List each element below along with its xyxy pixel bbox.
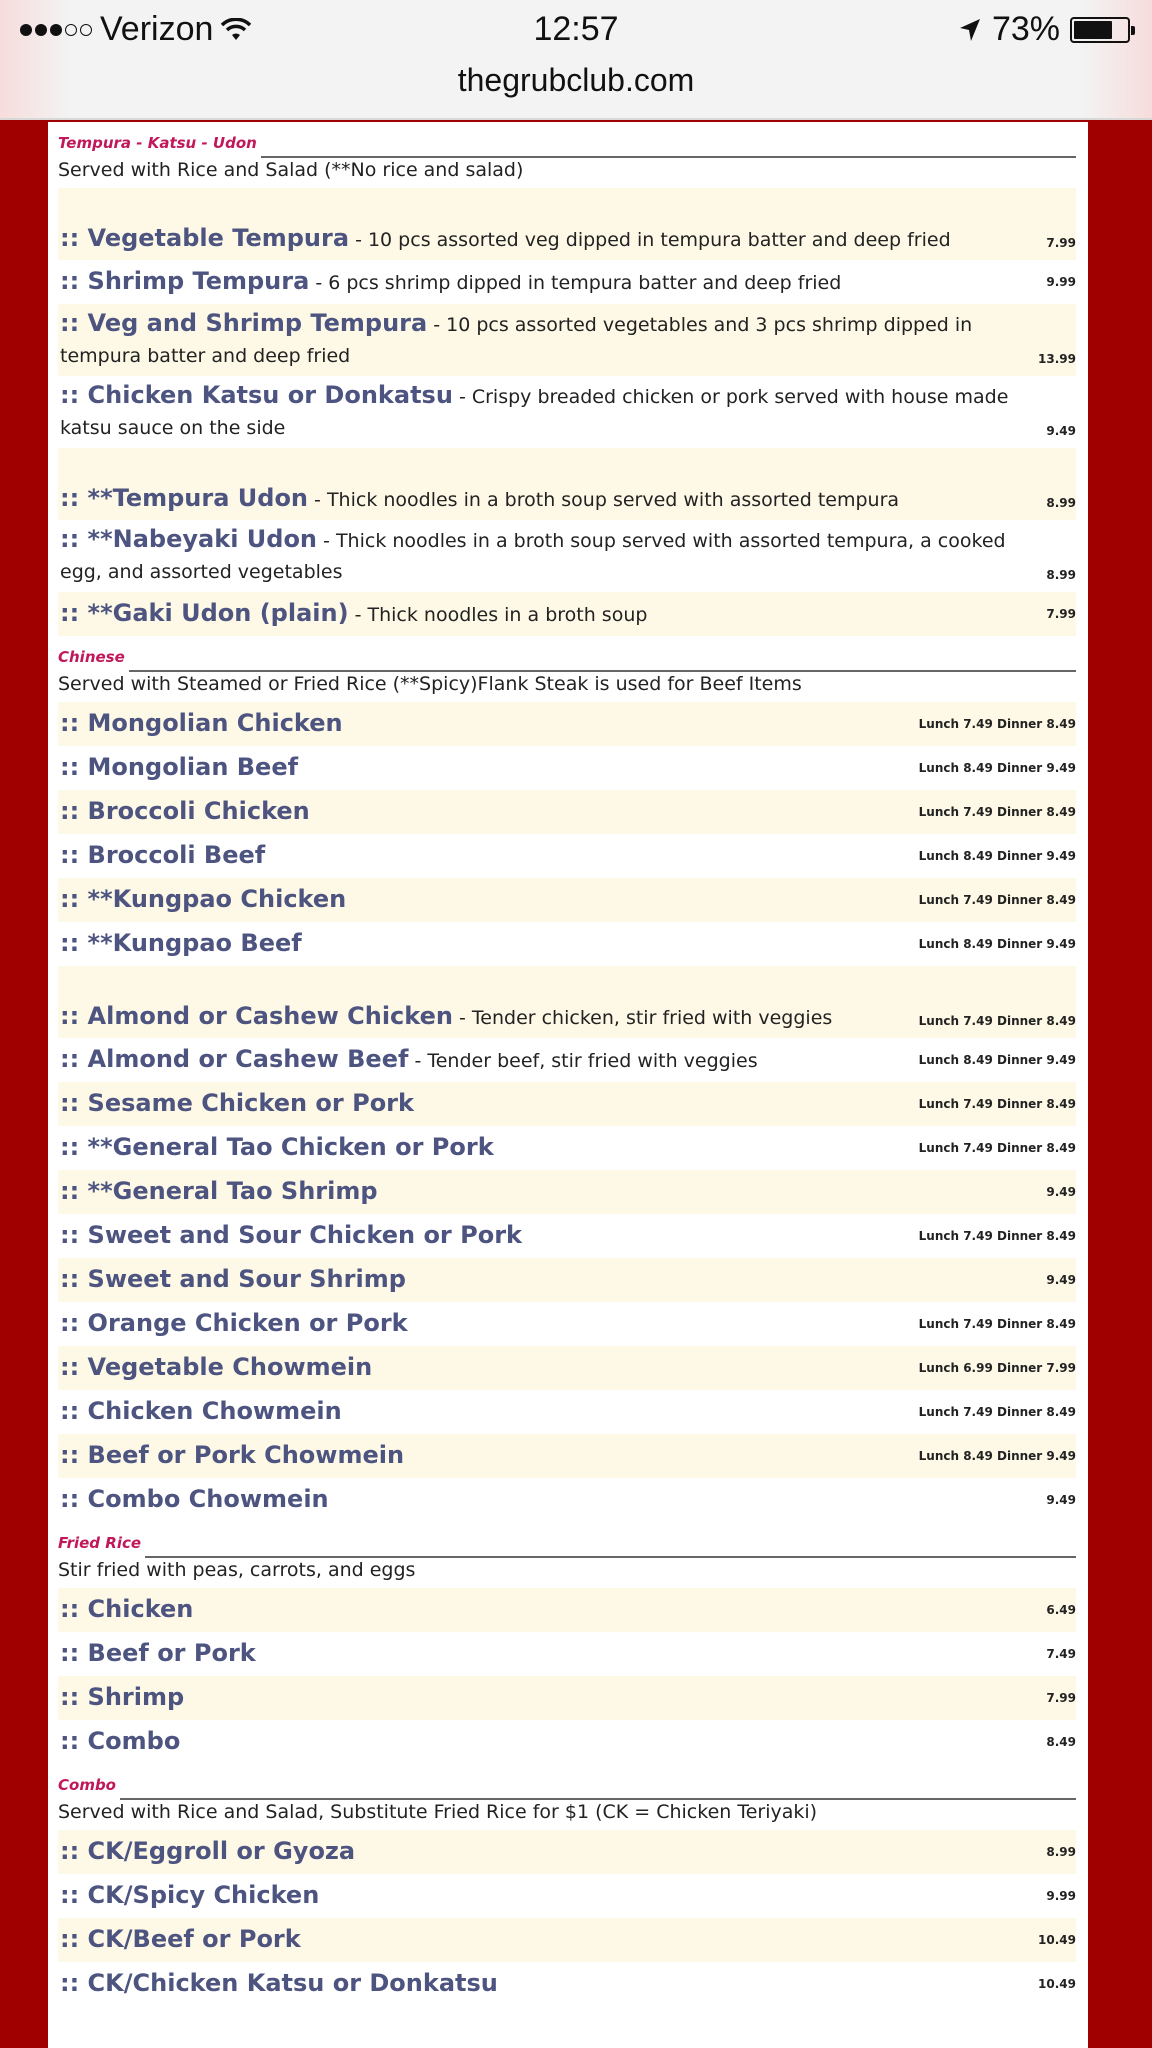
menu-item-list bbox=[58, 188, 1076, 636]
menu-item-list bbox=[58, 1588, 1076, 1764]
menu-item-text bbox=[60, 598, 1038, 631]
section-subtitle: Served with Rice and Salad, Substitute Fried Rice for $1 (CK = Chicken Teriyaki) bbox=[58, 1801, 818, 1823]
menu-item[interactable] bbox=[58, 1830, 1076, 1874]
menu-item[interactable] bbox=[58, 966, 1076, 1038]
menu-item-text bbox=[60, 708, 911, 741]
menu-item-text bbox=[60, 1308, 911, 1341]
menu-item-text bbox=[60, 1594, 1038, 1627]
menu-item-name[interactable]: :: **Tempura Udon bbox=[60, 484, 309, 512]
section-title: Fried Rice bbox=[58, 1534, 142, 1552]
menu-item-price: Lunch 7.49 Dinner 8.49 bbox=[918, 1141, 1076, 1155]
menu-item-name[interactable]: :: **Kungpao Beef bbox=[60, 928, 302, 957]
menu-item[interactable] bbox=[58, 1632, 1076, 1676]
menu-item-name[interactable]: :: Shrimp Tempura bbox=[60, 266, 310, 295]
menu-item-text bbox=[60, 1132, 911, 1165]
menu-item-text bbox=[60, 223, 1038, 256]
menu-item-price: 7.49 bbox=[1046, 1647, 1076, 1661]
menu-item-text bbox=[60, 1880, 1038, 1913]
menu-item[interactable] bbox=[58, 1126, 1076, 1170]
menu-item-text bbox=[60, 1176, 1038, 1209]
menu-section bbox=[58, 122, 1076, 636]
menu-item[interactable] bbox=[58, 834, 1076, 878]
menu-item-description: - Crispy breaded chicken or pork served with house made katsu sauce on the side bbox=[60, 386, 1009, 439]
menu-item-price: 10.49 bbox=[1038, 1933, 1076, 1947]
menu-item-name[interactable]: :: Mongolian Beef bbox=[60, 752, 299, 781]
menu-item-description: - Thick noodles in a broth soup served with assorted tempura, a cooked egg, and assorted vegetables bbox=[60, 530, 1006, 583]
menu-item-name[interactable]: :: **Nabeyaki Udon bbox=[60, 525, 318, 553]
menu-item-description: - Thick noodles in a broth soup served with assorted tempura bbox=[308, 489, 900, 511]
menu-item-name[interactable]: :: Shrimp bbox=[60, 1682, 185, 1711]
menu-item-name[interactable]: :: **General Tao Chicken or Pork bbox=[60, 1132, 494, 1161]
menu-item[interactable] bbox=[58, 746, 1076, 790]
menu-item-description: - Tender chicken, stir fried with veggies bbox=[452, 1007, 833, 1029]
menu-item-name[interactable]: :: CK/Spicy Chicken bbox=[60, 1880, 320, 1909]
menu-item-price: Lunch 8.49 Dinner 9.49 bbox=[918, 761, 1076, 775]
menu-item-price: 7.99 bbox=[1046, 236, 1076, 250]
ios-status-bar bbox=[0, 0, 1152, 120]
menu-item-name[interactable]: :: Combo Chowmein bbox=[60, 1484, 329, 1513]
menu-item-price: Lunch 7.49 Dinner 8.49 bbox=[918, 893, 1076, 907]
menu-item[interactable] bbox=[58, 260, 1076, 304]
menu-item[interactable] bbox=[58, 878, 1076, 922]
menu-item[interactable] bbox=[58, 1390, 1076, 1434]
menu-item-text bbox=[60, 524, 1038, 588]
menu-item-name[interactable]: :: Almond or Cashew Beef bbox=[60, 1044, 409, 1073]
menu-item[interactable] bbox=[58, 1302, 1076, 1346]
menu-item[interactable] bbox=[58, 1588, 1076, 1632]
menu-item[interactable] bbox=[58, 1214, 1076, 1258]
menu-item-price: Lunch 7.49 Dinner 8.49 bbox=[918, 1229, 1076, 1243]
menu-content bbox=[48, 122, 1088, 2048]
menu-item-text bbox=[60, 1484, 1038, 1517]
menu-item-description: - 10 pcs assorted veg dipped in tempura batter and deep fried bbox=[349, 229, 951, 251]
menu-item[interactable] bbox=[58, 1918, 1076, 1962]
menu-item-name[interactable]: :: CK/Eggroll or Gyoza bbox=[60, 1836, 356, 1865]
menu-item-price: 9.49 bbox=[1046, 1493, 1076, 1507]
menu-item-name[interactable]: :: **Gaki Udon (plain) bbox=[60, 598, 349, 627]
menu-item-price: 6.49 bbox=[1046, 1603, 1076, 1617]
menu-item-name[interactable]: :: CK/Beef or Pork bbox=[60, 1924, 301, 1953]
menu-item-text bbox=[60, 1352, 911, 1385]
menu-item-price: Lunch 7.49 Dinner 8.49 bbox=[918, 805, 1076, 819]
menu-item-price: 8.99 bbox=[1046, 568, 1076, 582]
menu-item-price: 9.49 bbox=[1046, 1185, 1076, 1199]
menu-item-price: 10.49 bbox=[1038, 1977, 1076, 1991]
menu-item-name[interactable]: :: Vegetable Chowmein bbox=[60, 1352, 373, 1381]
menu-item[interactable] bbox=[58, 790, 1076, 834]
location-arrow-icon bbox=[958, 17, 982, 43]
menu-item[interactable] bbox=[58, 1434, 1076, 1478]
menu-item-name[interactable]: :: Chicken bbox=[60, 1594, 194, 1623]
menu-item-text bbox=[60, 1088, 911, 1121]
menu-item-price: 13.99 bbox=[1038, 352, 1076, 366]
menu-item[interactable] bbox=[58, 1478, 1076, 1522]
menu-item[interactable] bbox=[58, 1258, 1076, 1302]
menu-item[interactable] bbox=[58, 188, 1076, 260]
menu-section bbox=[58, 636, 1076, 1522]
menu-item[interactable] bbox=[58, 922, 1076, 966]
menu-item-text bbox=[60, 308, 1030, 372]
menu-item-name[interactable]: :: Almond or Cashew Chicken bbox=[60, 1002, 453, 1030]
section-header bbox=[58, 1764, 1076, 1794]
menu-item-description: - Tender beef, stir fried with veggies bbox=[408, 1049, 758, 1072]
menu-item-price: Lunch 6.99 Dinner 7.99 bbox=[918, 1361, 1076, 1375]
section-subtitle: Served with Rice and Salad (**No rice and salad) bbox=[58, 159, 524, 181]
menu-item[interactable] bbox=[58, 448, 1076, 520]
menu-item[interactable] bbox=[58, 1170, 1076, 1214]
menu-item-description: - Thick noodles in a broth soup bbox=[348, 603, 648, 626]
menu-item-price: 8.99 bbox=[1046, 496, 1076, 510]
menu-item-name[interactable]: :: Veg and Shrimp Tempura bbox=[60, 309, 428, 337]
menu-item-price: 9.99 bbox=[1046, 275, 1076, 289]
menu-item-text bbox=[60, 1726, 1038, 1759]
battery-percent: 73% bbox=[991, 10, 1060, 48]
menu-item-price: Lunch 8.49 Dinner 9.49 bbox=[918, 937, 1076, 951]
section-header bbox=[58, 1522, 1076, 1552]
menu-item-text bbox=[60, 380, 1038, 444]
menu-item-text bbox=[60, 1440, 911, 1473]
menu-item-text bbox=[60, 1220, 911, 1253]
menu-item-text bbox=[60, 1264, 1038, 1297]
menu-item-text bbox=[60, 1638, 1038, 1671]
menu-item[interactable] bbox=[58, 1082, 1076, 1126]
menu-item-name[interactable]: :: Beef or Pork Chowmein bbox=[60, 1440, 405, 1469]
section-title: Tempura - Katsu - Udon bbox=[58, 134, 257, 152]
menu-item[interactable] bbox=[58, 376, 1076, 448]
menu-item-description: - 10 pcs assorted vegetables and 3 pcs shrimp dipped in tempura batter and deep fried bbox=[60, 314, 973, 367]
menu-item-text bbox=[60, 1682, 1038, 1715]
menu-item-name[interactable]: :: Combo bbox=[60, 1726, 181, 1755]
menu-item-text bbox=[60, 884, 911, 917]
menu-item-price: Lunch 7.49 Dinner 8.49 bbox=[918, 1317, 1076, 1331]
menu-item[interactable] bbox=[58, 304, 1076, 376]
menu-item-text bbox=[60, 1044, 911, 1077]
menu-item-name[interactable]: :: Vegetable Tempura bbox=[60, 224, 350, 252]
menu-item-name[interactable]: :: Chicken Katsu or Donkatsu bbox=[60, 381, 453, 409]
menu-item-list bbox=[58, 1830, 1076, 2006]
section-subtitle: Stir fried with peas, carrots, and eggs bbox=[58, 1559, 416, 1581]
battery-icon bbox=[1070, 17, 1130, 43]
menu-item-price: 9.49 bbox=[1046, 1273, 1076, 1287]
menu-item-price: Lunch 7.49 Dinner 8.49 bbox=[918, 1405, 1076, 1419]
menu-item-text bbox=[60, 1924, 1030, 1957]
menu-item-price: 9.99 bbox=[1046, 1889, 1076, 1903]
menu-item[interactable] bbox=[58, 1038, 1076, 1082]
menu-item-text bbox=[60, 1968, 1030, 2001]
menu-item-text bbox=[60, 1001, 911, 1034]
clock: 12:57 bbox=[533, 10, 619, 48]
menu-item[interactable] bbox=[58, 1720, 1076, 1764]
carrier-name: Verizon bbox=[100, 10, 214, 48]
menu-item-text bbox=[60, 1396, 911, 1429]
section-header bbox=[58, 122, 1076, 152]
menu-item-name[interactable]: :: Beef or Pork bbox=[60, 1638, 256, 1667]
section-title: Combo bbox=[58, 1776, 116, 1794]
menu-item-name[interactable]: :: Mongolian Chicken bbox=[60, 708, 343, 737]
menu-item-text bbox=[60, 796, 911, 829]
menu-item-price: Lunch 7.49 Dinner 8.49 bbox=[918, 1014, 1076, 1028]
battery-group bbox=[958, 10, 1130, 49]
menu-item[interactable] bbox=[58, 1676, 1076, 1720]
menu-item-price: 7.99 bbox=[1046, 607, 1076, 621]
menu-item-price: Lunch 7.49 Dinner 8.49 bbox=[918, 717, 1076, 731]
menu-item-price: Lunch 8.49 Dinner 9.49 bbox=[918, 1449, 1076, 1463]
menu-item-name[interactable]: :: Sesame Chicken or Pork bbox=[60, 1088, 414, 1117]
menu-item-price: 9.49 bbox=[1046, 424, 1076, 438]
menu-item[interactable] bbox=[58, 1874, 1076, 1918]
section-title: Chinese bbox=[58, 648, 125, 666]
menu-item-price: Lunch 8.49 Dinner 9.49 bbox=[918, 1053, 1076, 1067]
menu-section bbox=[58, 1522, 1076, 1764]
menu-item-name[interactable]: :: Sweet and Sour Shrimp bbox=[60, 1264, 406, 1293]
menu-item-description: - 6 pcs shrimp dipped in tempura batter and deep fried bbox=[309, 271, 842, 294]
menu-item-price: Lunch 7.49 Dinner 8.49 bbox=[918, 1097, 1076, 1111]
menu-item-text bbox=[60, 840, 911, 873]
menu-item-price: 7.99 bbox=[1046, 1691, 1076, 1705]
menu-item-price: 8.49 bbox=[1046, 1735, 1076, 1749]
menu-item[interactable] bbox=[58, 702, 1076, 746]
menu-item-name[interactable]: :: Orange Chicken or Pork bbox=[60, 1308, 408, 1337]
menu-item-list bbox=[58, 702, 1076, 1522]
menu-item-text bbox=[60, 1836, 1038, 1869]
menu-item-name[interactable]: :: CK/Chicken Katsu or Donkatsu bbox=[60, 1968, 498, 1997]
menu-item-text bbox=[60, 752, 911, 785]
menu-item-name[interactable]: :: Broccoli Chicken bbox=[60, 796, 310, 825]
menu-item-text bbox=[60, 483, 1038, 516]
menu-item-name[interactable]: :: **Kungpao Chicken bbox=[60, 884, 347, 913]
menu-item[interactable] bbox=[58, 1962, 1076, 2006]
menu-item[interactable] bbox=[58, 520, 1076, 592]
menu-item[interactable] bbox=[58, 592, 1076, 636]
section-header bbox=[58, 636, 1076, 666]
menu-section bbox=[58, 1764, 1076, 2006]
menu-item-name[interactable]: :: Chicken Chowmein bbox=[60, 1396, 342, 1425]
menu-item[interactable] bbox=[58, 1346, 1076, 1390]
menu-item-price: 8.99 bbox=[1046, 1845, 1076, 1859]
address-bar-url[interactable]: thegrubclub.com bbox=[457, 62, 695, 98]
section-subtitle: Served with Steamed or Fried Rice (**Spicy)Flank Steak is used for Beef Items bbox=[58, 673, 802, 695]
menu-item-name[interactable]: :: **General Tao Shrimp bbox=[60, 1176, 378, 1205]
menu-item-name[interactable]: :: Broccoli Beef bbox=[60, 840, 266, 869]
menu-item-price: Lunch 8.49 Dinner 9.49 bbox=[918, 849, 1076, 863]
menu-item-name[interactable]: :: Sweet and Sour Chicken or Pork bbox=[60, 1220, 522, 1249]
menu-item-text bbox=[60, 928, 911, 961]
menu-item-text bbox=[60, 266, 1038, 299]
